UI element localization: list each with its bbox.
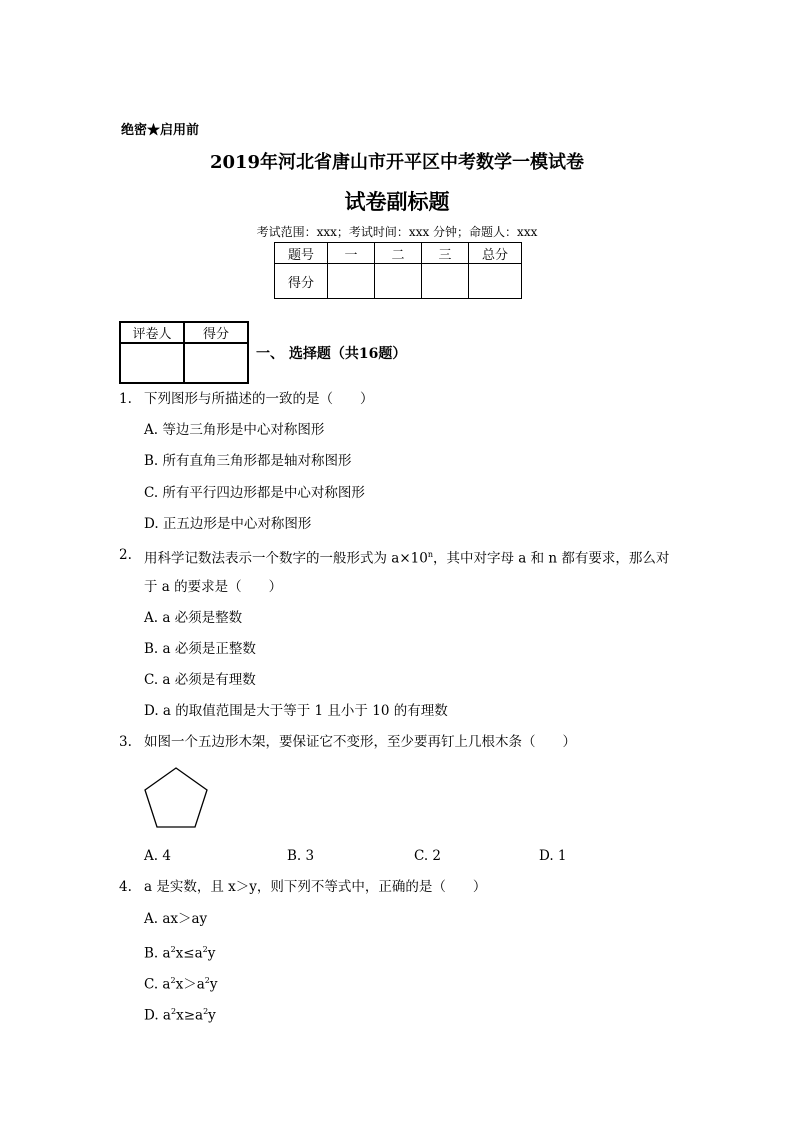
option-2a: A. a 必须是整数 <box>144 610 243 626</box>
question-text: 下列图形与所描述的一致的是（ ） <box>144 391 374 407</box>
question-number: 2. <box>119 547 132 563</box>
score-header-cell: 总分 <box>469 243 522 264</box>
exponent: n <box>427 550 433 559</box>
option-2b: B. a 必须是正整数 <box>144 641 256 657</box>
option-1c: C. 所有平行四边形都是中心对称图形 <box>144 485 365 501</box>
question-number: 3. <box>119 734 132 750</box>
option-text: B. a <box>144 945 171 962</box>
question-2-line2: 于 a 的要求是（ ） <box>144 579 283 595</box>
option-4b <box>144 940 215 964</box>
grader-table <box>119 321 249 384</box>
score-table <box>274 242 522 299</box>
option-4a <box>144 909 207 929</box>
question-number: 4. <box>119 879 132 895</box>
option-text: C. a <box>144 976 171 993</box>
option-2d: D. a 的取值范围是大于等于 1 且小于 10 的有理数 <box>144 703 448 719</box>
option-text: x≥a <box>176 1007 204 1024</box>
option-text: x＞a <box>175 976 205 993</box>
exponent: 2 <box>203 1007 209 1016</box>
exam-info: 考试范围：xxx；考试时间：xxx 分钟；命题人：xxx <box>256 225 538 239</box>
option-1b: B. 所有直角三角形都是轴对称图形 <box>144 453 352 469</box>
option-text: D. a <box>144 1007 171 1024</box>
grader-header-cell: 评卷人 <box>120 322 184 343</box>
score-header-cell: 二 <box>375 243 422 264</box>
score-header-cell: 三 <box>422 243 469 264</box>
exponent: 2 <box>170 976 176 985</box>
option-3b: B. 3 <box>287 848 315 864</box>
option-1a: A. 等边三角形是中心对称图形 <box>144 422 325 438</box>
question-text: 如图一个五边形木架，要保证它不变形，至少要再钉上几根木条（ ） <box>144 734 576 750</box>
option-3a: A. 4 <box>144 848 171 864</box>
option-text: y <box>207 945 216 962</box>
score-header-cell: 一 <box>328 243 375 264</box>
option-3c: C. 2 <box>414 848 442 864</box>
exam-title: 2019年河北省唐山市开平区中考数学一模试卷 <box>209 152 585 173</box>
option-4c <box>144 971 217 995</box>
exponent: 2 <box>170 1007 177 1016</box>
pentagon-figure <box>142 765 210 831</box>
question-text-part: 用科学记数法表示一个数字的一般形式为 a×10 <box>144 550 428 567</box>
option-text: A. ax＞ay <box>144 911 208 927</box>
grader-header-cell: 得分 <box>184 322 248 343</box>
option-text: x≤a <box>175 945 203 962</box>
option-4d <box>144 1002 216 1026</box>
score-header-cell: 题号 <box>275 243 328 264</box>
exponent: 2 <box>170 945 176 954</box>
option-3d: D. 1 <box>539 848 567 864</box>
question-number: 1. <box>119 391 132 407</box>
score-cell[interactable] <box>328 264 375 299</box>
question-text-part: ，其中对字母 a 和 n 都有要求，那么对 <box>433 550 670 567</box>
exponent: 2 <box>204 976 210 985</box>
grader-cell[interactable] <box>184 343 248 383</box>
question-text: a 是实数，且 x＞y，则下列不等式中，正确的是（ ） <box>144 879 487 895</box>
secret-mark: 绝密★启用前 <box>121 123 200 138</box>
question-text <box>144 545 669 569</box>
option-2c: C. a 必须是有理数 <box>144 672 256 688</box>
option-1d: D. 正五边形是中心对称图形 <box>144 516 312 532</box>
exponent: 2 <box>202 945 208 954</box>
section-title: 一、 选择题（共16题） <box>256 346 407 362</box>
score-cell[interactable] <box>375 264 422 299</box>
option-text: y <box>208 1007 216 1024</box>
option-text: y <box>209 976 218 993</box>
exam-subtitle: 试卷副标题 <box>344 189 450 214</box>
grader-cell[interactable] <box>120 343 184 383</box>
score-row-label: 得分 <box>275 264 328 299</box>
score-cell[interactable] <box>469 264 522 299</box>
score-cell[interactable] <box>422 264 469 299</box>
